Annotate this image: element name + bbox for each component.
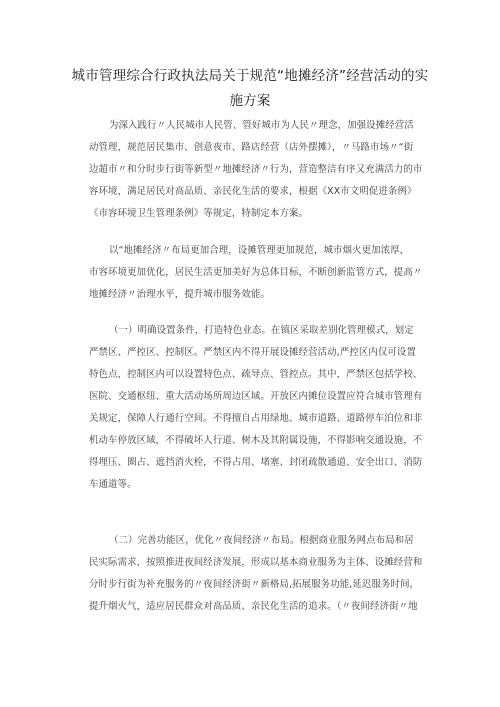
paragraph-line: 医院、交通枢纽、重大活动场所周边区域。开放区内摊位设置应符合城市管理有 bbox=[89, 391, 423, 402]
paragraph-line: 关规定，保障人行通行空间。不得擅自占用绿地、城市道路、道路停车泊位和非 bbox=[89, 413, 423, 424]
paragraph-line: 动管理，规范居民集市、创意夜市、路店经营（店外摆摊），〃马路市场〃“街 bbox=[89, 142, 414, 153]
paragraph-line: （一）明确设置条件，打造特色业态。在镇区采取差别化管理模式，划定 bbox=[109, 325, 414, 336]
paragraph-line: 以“地摊经济〃布局更加合理，设摊管理更加规范，城市烟火更加浓厚， bbox=[109, 245, 410, 256]
paragraph-line: 民实际需求，按照推进夜间经济发展，形成以基本商业服务为主体、设摊经营和 bbox=[89, 557, 423, 568]
paragraph-line: 边超市〃和分时步行街等新型〃地摊经济〃行为，营造整洁有序又充满活力的市 bbox=[89, 164, 423, 175]
paragraph-line: 提升烟火气，适应居民群众对高品质、亲民化生活的追求。（〃夜间经济街〃地 bbox=[89, 601, 418, 612]
paragraph-line: 容环境，满足居民对高品质、亲民化生活的要求，根据《XX市文明促进条例》 bbox=[89, 186, 417, 197]
paragraph-line: 分时步行街为补充服务的〃夜间经济街〃新格局,拓展服务功能,延迟服务时间， bbox=[89, 579, 420, 590]
paragraph-line: 《市容环境卫生管理条例》等规定，特制定本方案。 bbox=[89, 208, 309, 219]
paragraph-line: 车通道等。 bbox=[89, 479, 137, 490]
paragraph-line: 地摊经济〃治理水平，提升城市服务效能。 bbox=[89, 289, 270, 300]
paragraph-line: 得埋压、圈占、遮挡消火栓，不得占用、堵塞、封闭疏散通道、安全出口、消防 bbox=[89, 457, 423, 468]
document-title-line-1: 城市管理综合行政执法局关于规范“地摊经济”经营活动的实 bbox=[71, 68, 429, 84]
paragraph-line: 严禁区、严控区、控制区。严禁区内不得开展设摊经营活动,严控区内仅可设置 bbox=[89, 347, 416, 358]
document-title-line-2: 施方案 bbox=[229, 93, 271, 109]
paragraph-line: 机动车停放区域，不得破坏人行道、树木及其附属设施，不得影响交通设施，不 bbox=[89, 435, 423, 446]
paragraph-line: （二）完善功能区，优化〃夜间经济〃布局。根据商业服务网点布局和居 bbox=[109, 535, 414, 546]
paragraph-line: 为深入践行〃人民城市人民管、管好城市为人民〃理念，加强设摊经营活 bbox=[109, 120, 414, 131]
paragraph-line: 特色点，控制区内可以设置特色点、疏导点、管控点。其中，严禁区包括学校、 bbox=[89, 369, 423, 380]
paragraph-line: 市容环境更加优化，居民生活更加美好为总体目标，不断创新监管方式，提高〃 bbox=[89, 267, 423, 278]
